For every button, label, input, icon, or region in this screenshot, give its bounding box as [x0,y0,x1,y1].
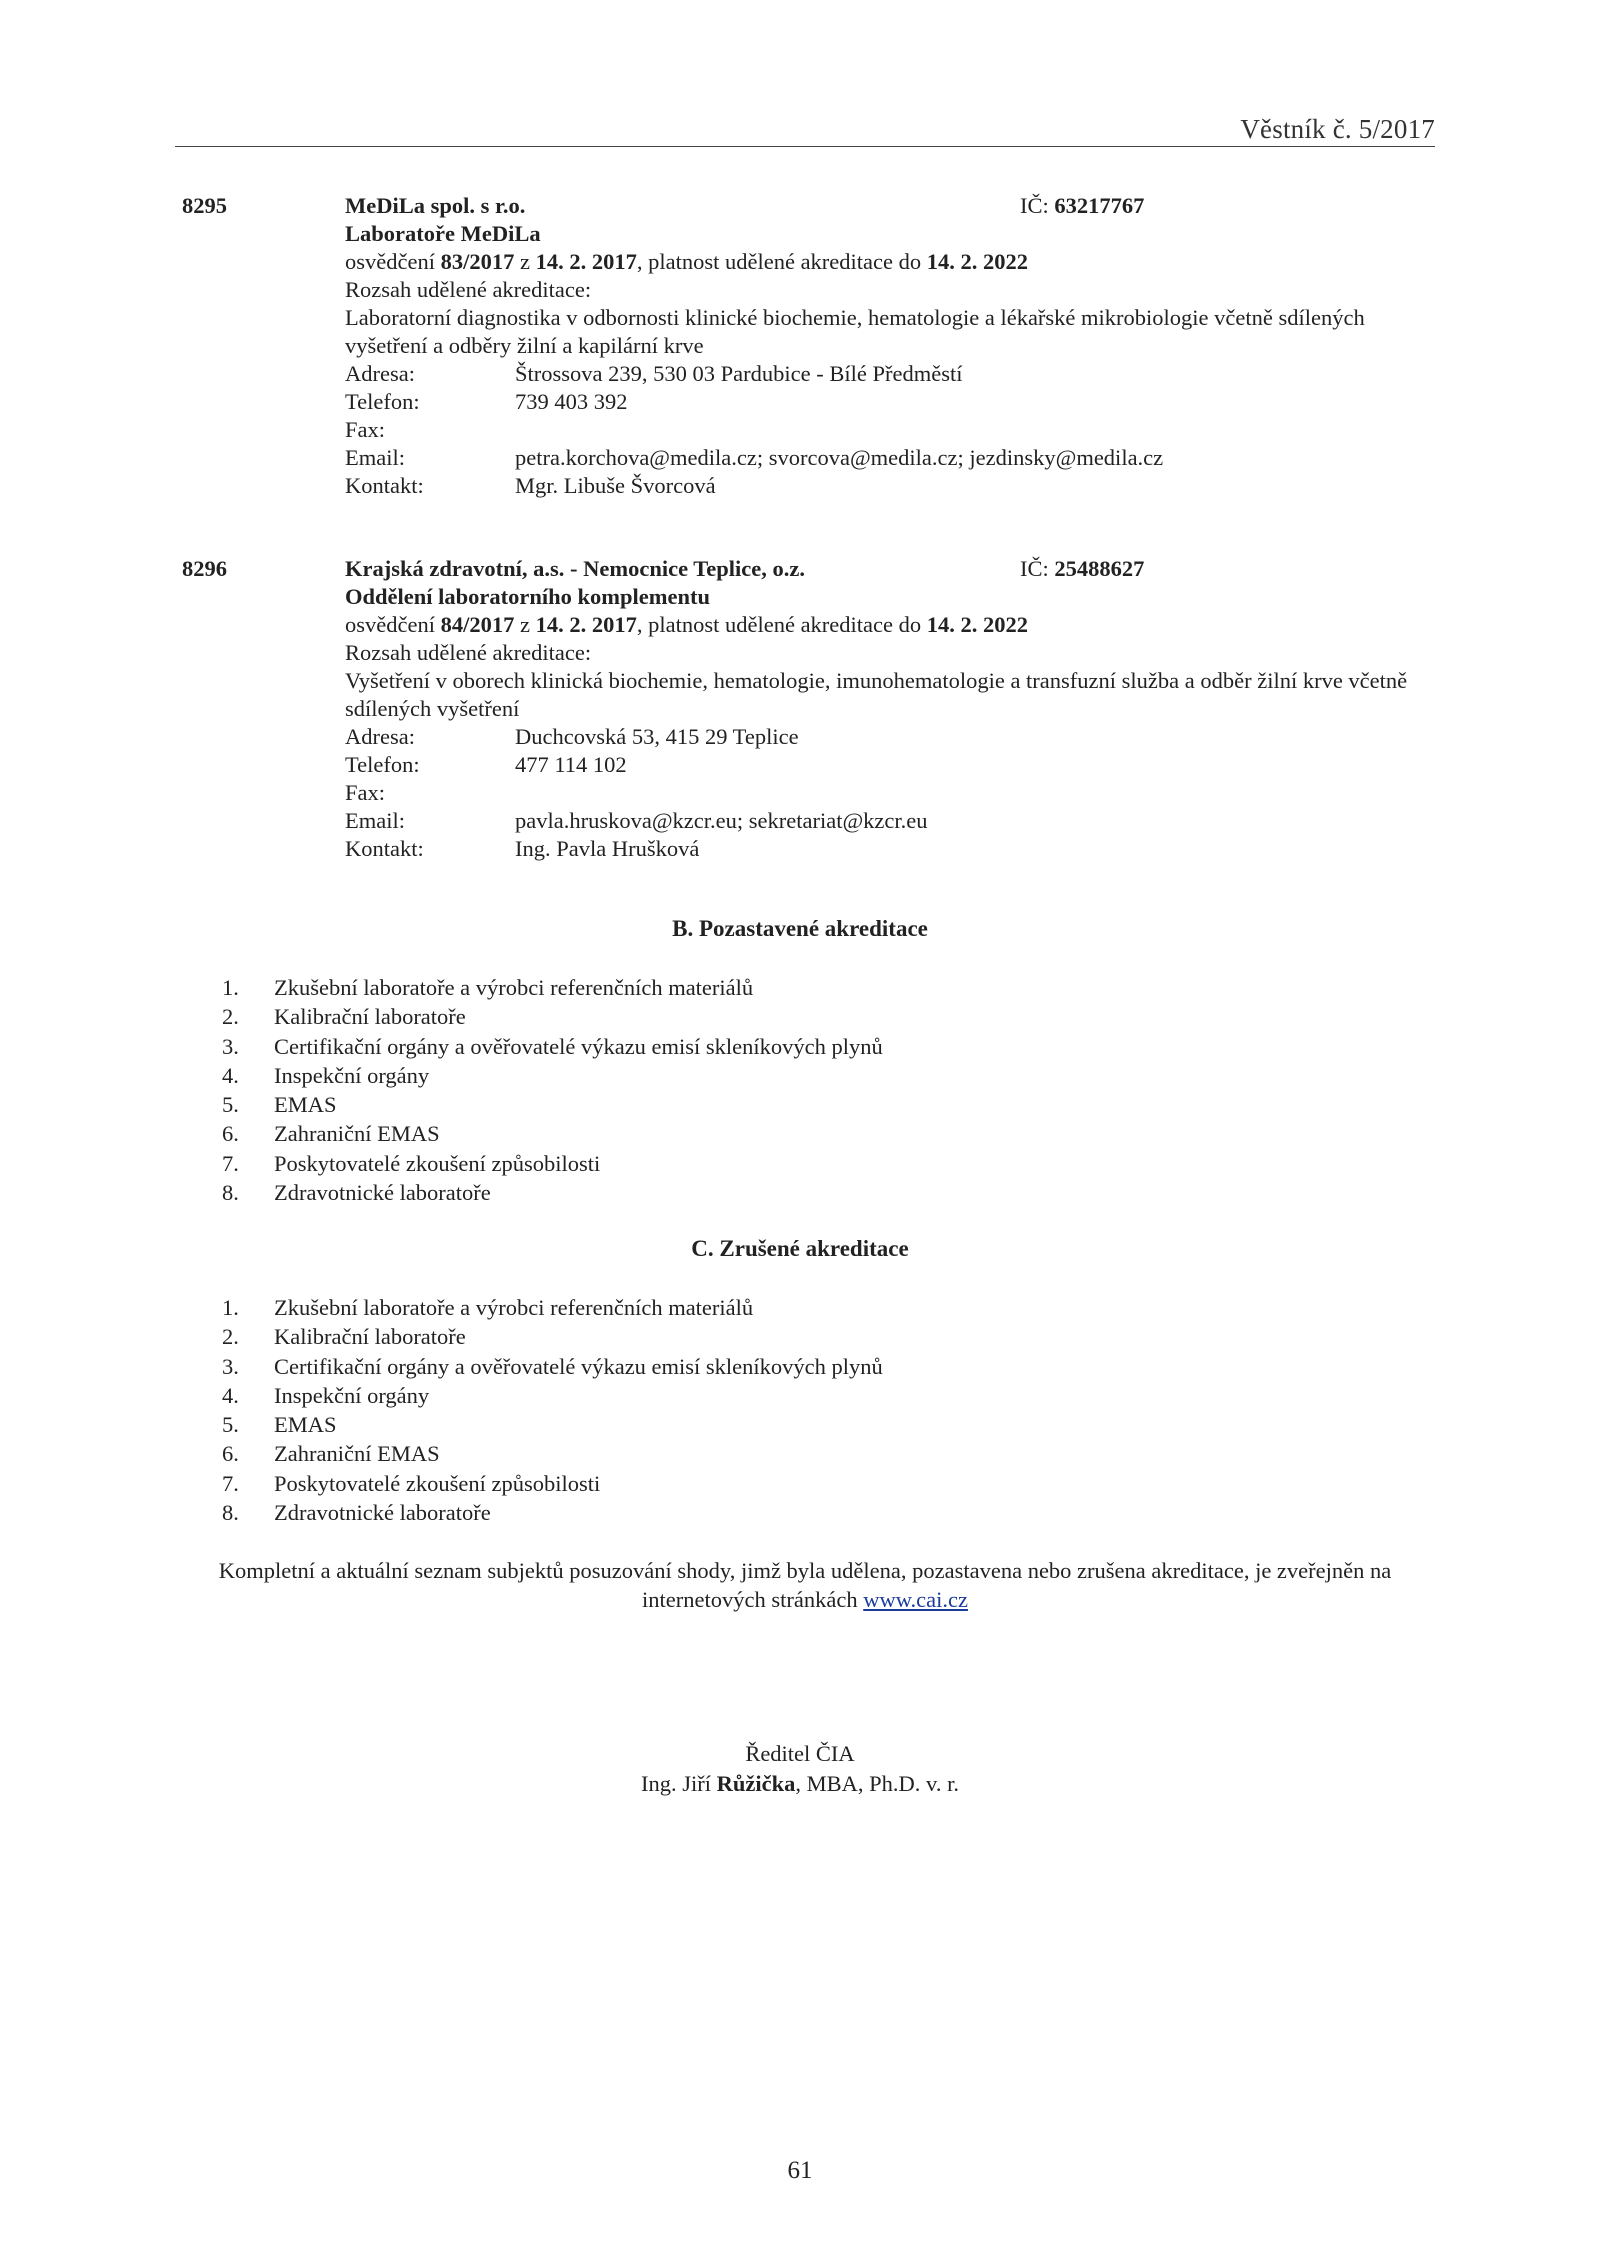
entry-certificate [345,611,1435,639]
item-text: Kalibrační laboratoře [274,1004,466,1030]
list-item [222,1498,883,1527]
item-number: 7. [222,1470,239,1496]
cert-z: z [519,612,530,637]
item-text: EMAS [274,1412,337,1438]
item-text: Zahraniční EMAS [274,1441,440,1467]
list-item [222,1469,883,1498]
signature-surname: Růžička [716,1771,796,1796]
validity-text: , platnost udělené akreditace do [636,612,922,637]
journal-title: Věstník č. 5/2017 [1240,114,1435,144]
list-item [222,1149,883,1178]
page-number: 61 [787,2157,813,2184]
item-number: 3. [222,1353,239,1379]
email-label: Email: [345,445,405,470]
item-number: 1. [222,1295,239,1320]
item-text: Zdravotnické laboratoře [274,1180,491,1206]
validity-date: 14. 2. 2022 [926,612,1028,637]
email-label: Email: [345,808,405,833]
item-text: Poskytovatelé zkoušení způsobilosti [274,1150,601,1176]
contact-value: Mgr. Libuše Švorcová [515,473,716,498]
list-item [222,1352,883,1381]
scope-text: Vyšetření v oborech klinická biochemie, hematologie, imunohematologie a transfuzní služba a odběr žilní krve včetně sdílených vyšetření [345,668,1408,721]
item-number: 4. [222,1062,239,1088]
cai-website-link[interactable]: www.cai.cz [863,1587,968,1612]
ic-label: IČ: [1020,556,1049,581]
list-item [222,1061,883,1090]
list-item [222,1119,883,1148]
item-number: 3. [222,1033,239,1059]
list-item [222,1002,883,1031]
contact-value: Ing. Pavla Hrušková [515,836,700,861]
cert-prefix: osvědčení [345,249,435,274]
cert-date: 14. 2. 2017 [535,612,637,637]
item-number: 7. [222,1150,239,1176]
item-number: 1. [222,975,239,1000]
section-c-list [222,1293,883,1527]
entry-unit: Laboratoře MeDiLa [345,221,541,246]
cert-number: 83/2017 [440,249,515,274]
address-label: Adresa: [345,361,415,386]
cert-number: 84/2017 [440,612,515,637]
item-number: 8. [222,1180,239,1206]
ic-value: 63217767 [1054,193,1145,218]
cert-z: z [519,249,530,274]
signature-suffix: , MBA, Ph.D. v. r. [795,1771,959,1796]
cert-prefix: osvědčení [345,612,435,637]
signature-title: Ředitel ČIA [745,1741,855,1766]
scope-label: Rozsah udělené akreditace: [345,277,592,302]
signature-block [0,1739,1600,1799]
address-label: Adresa: [345,724,415,749]
item-text: Certifikační orgány a ověřovatelé výkazu emisí skleníkových plynů [274,1033,883,1059]
signature-name [0,1769,1600,1799]
item-number: 4. [222,1382,239,1408]
item-text: Inspekční orgány [274,1062,430,1088]
ic-value: 25488627 [1054,556,1145,581]
footer-note-text: Kompletní a aktuální seznam subjektů posuzování shody, jimž byla udělena, pozastavena nebo zrušena akreditace, je zveřejněn na internetových stránkách [218,1558,1392,1612]
entry-ic [1020,555,1144,583]
list-item [222,1032,883,1061]
list-item [222,973,883,1002]
address-value: Duchcovská 53, 415 29 Teplice [515,724,799,749]
cert-date: 14. 2. 2017 [535,249,637,274]
entry-organization: MeDiLa spol. s r.o. [345,193,526,218]
entry-organization: Krajská zdravotní, a.s. - Nemocnice Teplice, o.z. [345,556,805,581]
list-item [222,1381,883,1410]
item-text: Zkušební laboratoře a výrobci referenčních materiálů [274,975,754,1000]
contact-label: Kontakt: [345,473,424,498]
item-number: 6. [222,1441,239,1467]
list-item [222,1322,883,1351]
list-item [222,1090,883,1119]
phone-value: 739 403 392 [515,389,628,414]
scope-label: Rozsah udělené akreditace: [345,640,592,665]
item-text: Certifikační orgány a ověřovatelé výkazu emisí skleníkových plynů [274,1353,883,1379]
entry-number: 8295 [182,193,227,218]
contact-label: Kontakt: [345,836,424,861]
item-number: 5. [222,1412,239,1438]
scope-text: Laboratorní diagnostika v odbornosti klinické biochemie, hematologie a lékařské mikrobiologie včetně sdílených vyšetření a odběry žilní a kapilární krve [345,305,1365,358]
item-text: Poskytovatelé zkoušení způsobilosti [274,1470,601,1496]
entry-certificate [345,248,1435,276]
item-number: 2. [222,1324,239,1350]
header-divider [175,146,1435,147]
section-b-list [222,973,883,1207]
item-text: Kalibrační laboratoře [274,1324,466,1350]
item-text: Zkušební laboratoře a výrobci referenčních materiálů [274,1295,754,1320]
validity-date: 14. 2. 2022 [926,249,1028,274]
email-value: petra.korchova@medila.cz; svorcova@medila.cz; jezdinsky@medila.cz [515,445,1164,470]
item-text: Inspekční orgány [274,1382,430,1408]
ic-label: IČ: [1020,193,1049,218]
entry-number: 8296 [182,556,227,581]
footer-note [175,1556,1435,1614]
section-c-heading: C. Zrušené akreditace [691,1236,909,1261]
item-number: 2. [222,1004,239,1030]
list-item [222,1410,883,1439]
entry-unit: Oddělení laboratorního komplementu [345,584,711,609]
phone-label: Telefon: [345,389,420,414]
address-value: Štrossova 239, 530 03 Pardubice - Bílé Předměstí [515,361,963,386]
item-text: Zahraniční EMAS [274,1121,440,1147]
item-number: 5. [222,1092,239,1118]
item-text: EMAS [274,1092,337,1118]
list-item [222,1178,883,1207]
section-b-heading: B. Pozastavené akreditace [672,916,928,941]
signature-prefix: Ing. Jiří [641,1771,712,1796]
entry-ic [1020,192,1144,220]
item-number: 8. [222,1500,239,1526]
fax-label: Fax: [345,417,386,442]
phone-label: Telefon: [345,752,420,777]
item-text: Zdravotnické laboratoře [274,1500,491,1526]
email-value: pavla.hruskova@kzcr.eu; sekretariat@kzcr.eu [515,808,928,833]
phone-value: 477 114 102 [515,752,627,777]
item-number: 6. [222,1121,239,1147]
list-item [222,1293,883,1322]
list-item [222,1439,883,1468]
fax-label: Fax: [345,780,386,805]
validity-text: , platnost udělené akreditace do [636,249,922,274]
